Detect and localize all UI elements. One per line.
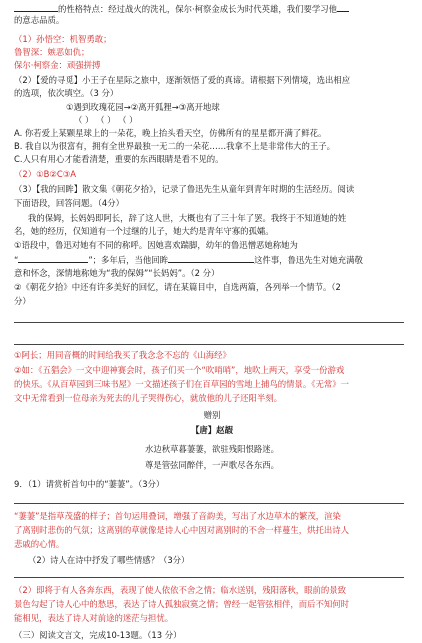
answer-rule bbox=[14, 577, 404, 578]
answer-line: （1）孙悟空：机智勇敢； bbox=[14, 34, 112, 44]
answer-rule bbox=[14, 322, 404, 323]
text-line: 的意志品质。 bbox=[14, 15, 65, 25]
answer-line: 了离别时悲伤的气氛；这离别的草就像是诗人心中因对离别时的不舍一样蔓生，烘托出诗人 bbox=[14, 525, 349, 535]
text-line bbox=[14, 3, 349, 15]
text-line: 意和怀念，深情地称她为“我的保姆”“长妈妈”。（2 分） bbox=[14, 268, 220, 278]
fill-blank bbox=[14, 3, 58, 12]
answer-rule bbox=[14, 344, 404, 345]
answer-line: 的快乐。《从百草园到三味书屋》一文描述孩子们在百草园的雪地上捕鸟的情景。《无常》一 bbox=[14, 379, 349, 389]
answer-rule bbox=[14, 503, 404, 504]
fill-blank bbox=[18, 254, 88, 263]
answer-line: 鲁智深：嫉恶如仇； bbox=[14, 47, 90, 57]
answer-line: （2）①B②C③A bbox=[14, 169, 76, 179]
poem-author: 【唐】赵嘏 bbox=[191, 425, 233, 435]
passage-line: 我的保姆，长妈妈即阿长，辞了这人世，大概也有了三十年了罢。我终于不知道她的姓 bbox=[28, 213, 347, 223]
question-line: （2）【爱的寻觅】小王子在星际之旅中，逐渐领悟了爱的真谛。请根据下列情境，选出相应 bbox=[14, 75, 351, 85]
question-line: ②《朝花夕拾》中还有许多美好的回忆，请在某篇目中，自选两篇，各列举一个情节。（2 bbox=[14, 282, 341, 292]
text-line bbox=[14, 254, 363, 266]
answer-line: ②如：《五猖会》一文中迎神赛会时，孩子们买一个“吹哨哨”，地吹上两天，享受一份游戏 bbox=[14, 365, 345, 375]
answer-line: “萋萋”是指草茂盛的样子；首句运用叠词，增强了音韵美，写出了水边草木的繁茂，渲染 bbox=[14, 511, 341, 521]
answer-line: ①阿长；用同音概的时间给我买了我念念不忘的《山海经》 bbox=[14, 350, 231, 360]
fill-blank bbox=[168, 254, 254, 263]
question-line: 下面语段，回答问题。（4分） bbox=[14, 198, 125, 208]
question-line: （3）【我的回眸】散文集《朝花夕拾》，记录了鲁迅先生从童年到青年时期的生活经历。阅读 bbox=[14, 184, 355, 194]
answer-line: 保尔·柯察金：顽强拼搏 bbox=[14, 60, 101, 70]
poem-line: 尊是管弦同醉伴，一声歌尽各东西。 bbox=[145, 460, 279, 470]
text-segment: 这件事，鲁迅先生对她充满敬 bbox=[254, 255, 363, 265]
question-line: 9．（1）请赏析首句中的“萋萋”。（3分） bbox=[14, 479, 165, 489]
answer-line: 能相见，表达了诗人对前途的迷茫与担忧。 bbox=[14, 613, 174, 623]
answer-line: 悲戚的心情。 bbox=[14, 539, 65, 549]
option-a: A. 你若爱上某颗星球上的一朵花，晚上抬头看天空，仿佛所有的星星都开满了鲜花。 bbox=[14, 128, 327, 138]
answer-parentheses: （ ） （ ） （ ） bbox=[74, 115, 138, 125]
question-line: 的选项，依次填空。（3 分） bbox=[14, 88, 119, 98]
section-heading: （三）阅读文言文，完成10-13题。（13 分） bbox=[14, 630, 182, 640]
option-b: B. 我自以为很富有，拥有全世界最独一无二的一朵花……我拿不上是非常伟大的王子。 bbox=[14, 141, 335, 151]
text-line: 分） bbox=[14, 296, 31, 306]
question-line: （2）诗人在诗中抒发了哪些情感？（3分） bbox=[28, 555, 190, 565]
text-segment: “ bbox=[14, 255, 19, 265]
answer-line: 文中无常看到一位母亲为死去的儿子哭得伤心，就放他的儿子还阳半刻。 bbox=[14, 393, 282, 403]
fill-blank bbox=[337, 3, 349, 12]
text-segment: 的性格特点：经过战火的洗礼，保尔·柯察金成长为时代英雄，我们要学习他 bbox=[58, 4, 338, 14]
poem-line: 水边秋草暮萋萋，欲驻残阳恨路迷。 bbox=[145, 444, 279, 454]
answer-line: 景色勾起了诗人心中的愁思，表达了诗人孤独寂寞之情；曾经一起管弦相伴，而后不知何时 bbox=[14, 599, 349, 609]
sequence-line: ①遇到玫瑰花园→②离开狐狸→③离开地球 bbox=[66, 102, 220, 112]
option-c: C.人只有用心才能看清楚，重要的东西眼睛是看不见的。 bbox=[14, 154, 224, 164]
text-segment: ”；多年后，当他回眸 bbox=[88, 255, 169, 265]
question-line: ①语段中，鲁迅对她有不同的称呼。因她喜欢踹脚，幼年的鲁迅憎恶她称她为 bbox=[14, 240, 298, 250]
answer-line: （2）即将于有人各奔东西，表现了使人依依不舍之情；临水送别，残阳落秋，眼前的景致 bbox=[14, 585, 346, 595]
poem-title: 赠别 bbox=[203, 410, 221, 420]
passage-line: 名，她的经历，仅知道有一个过继的儿子，她大约是青年守寡的孤孀。 bbox=[14, 226, 274, 236]
